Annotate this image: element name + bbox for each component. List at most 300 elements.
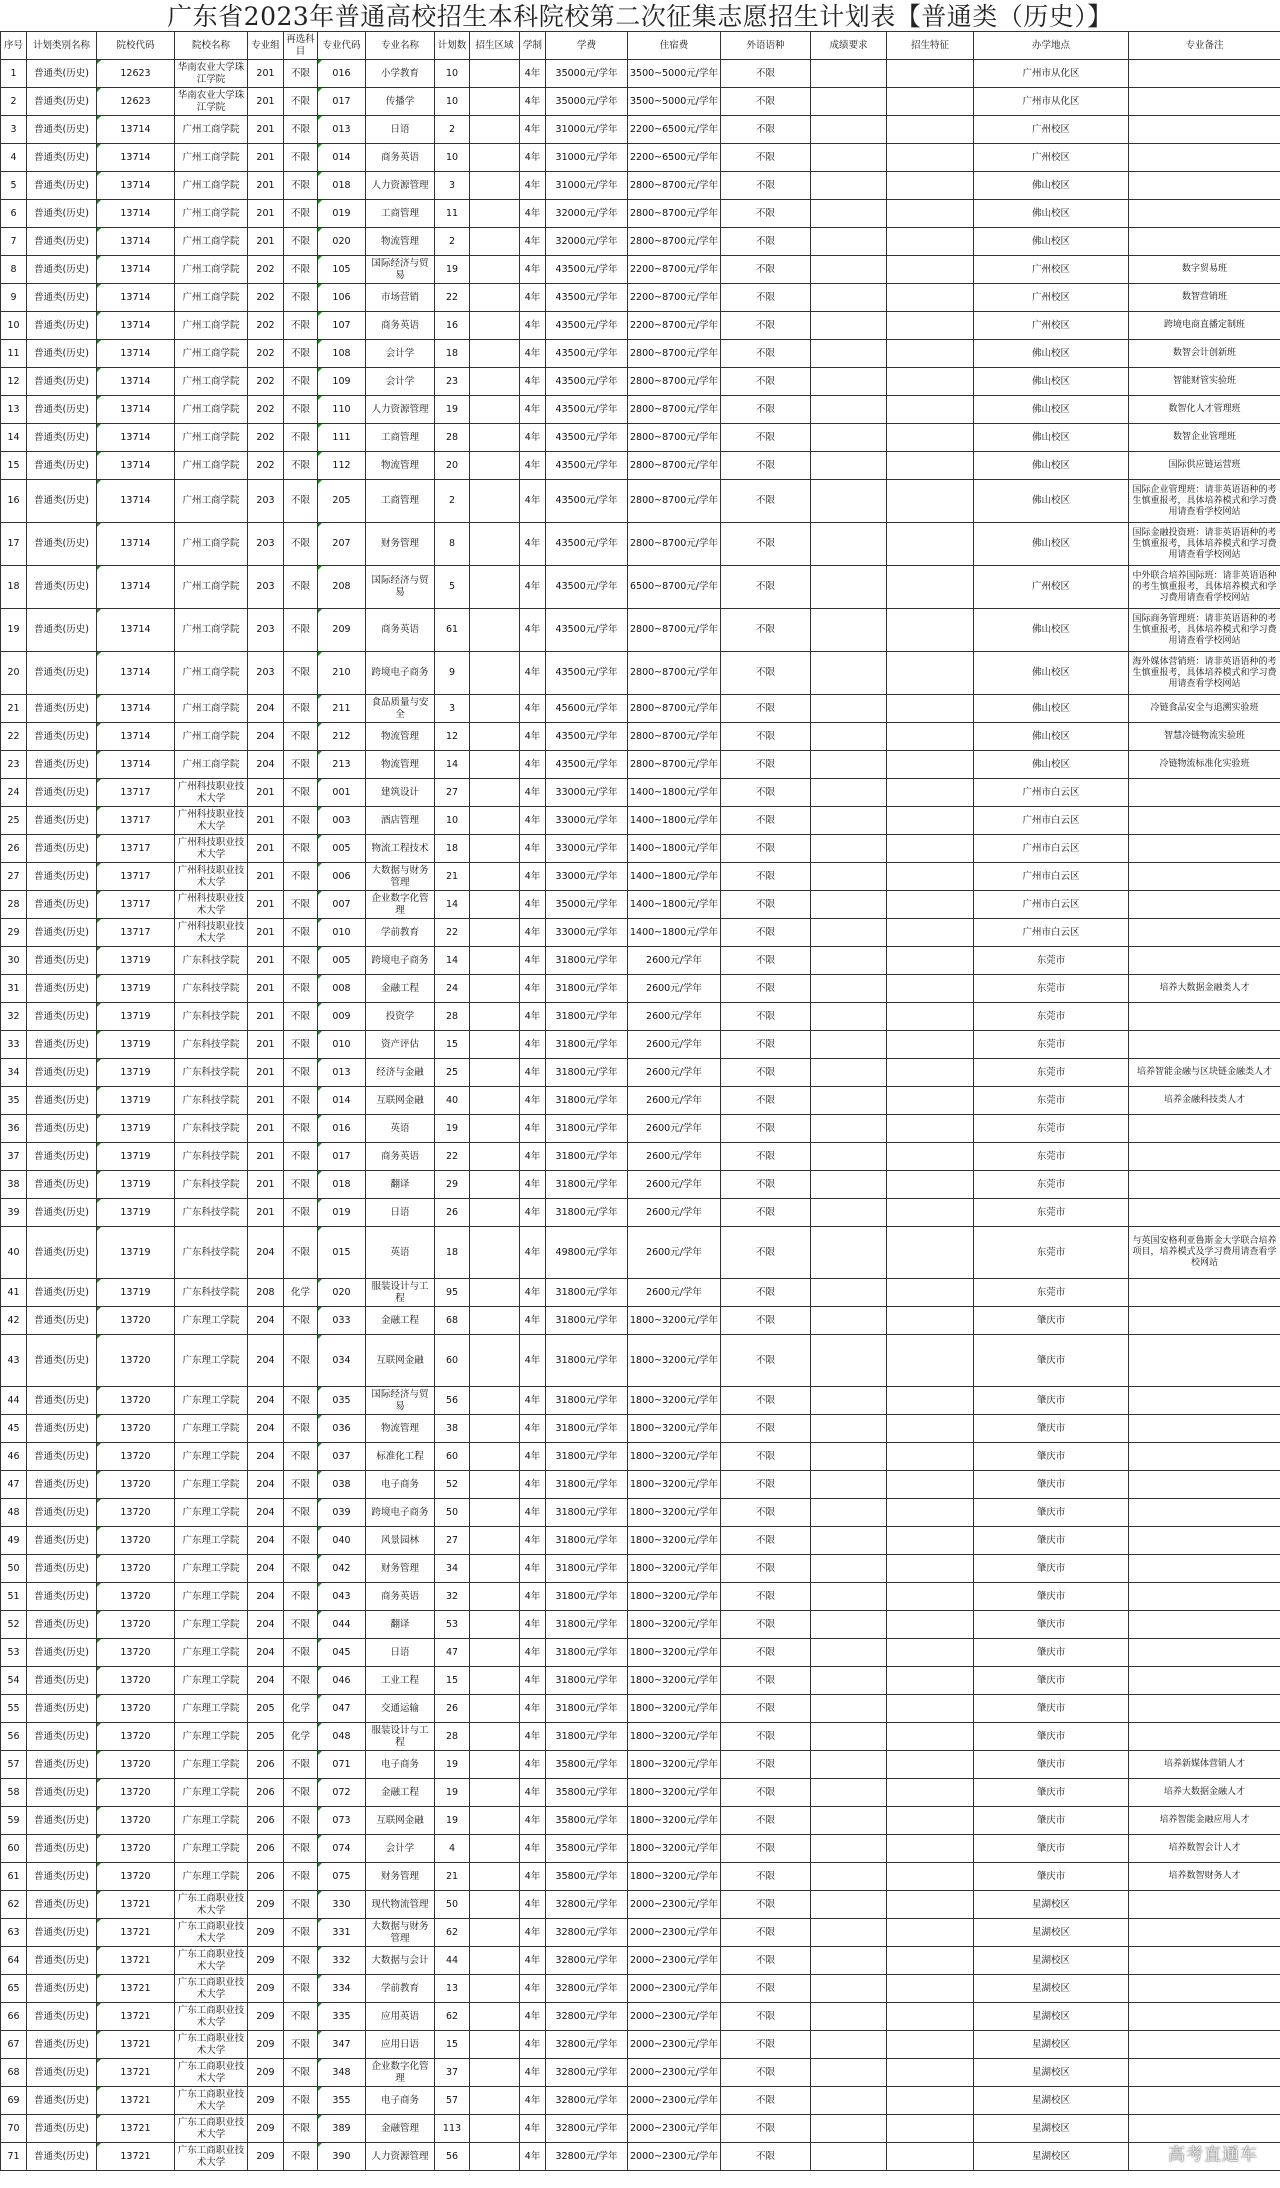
cell-score-requirement — [811, 480, 887, 523]
cell-school-code: 13714 — [97, 523, 175, 566]
cell-plan-category: 普通类(历史) — [27, 1387, 97, 1415]
cell-elective-subject: 不限 — [284, 1667, 318, 1695]
cell-enroll-region — [470, 1003, 520, 1031]
column-header-seq: 序号 — [1, 32, 27, 60]
cell-major-name: 国际经济与贸易 — [366, 256, 435, 284]
cell-major-group: 209 — [248, 1891, 284, 1919]
cell-school-name: 广东科技学院 — [175, 1199, 248, 1227]
cell-major-note: 数智会计创新班 — [1129, 340, 1280, 368]
cell-campus-location: 肇庆市 — [974, 1555, 1129, 1583]
cell-major-group: 202 — [248, 312, 284, 340]
cell-school-name: 广东理工学院 — [175, 1639, 248, 1667]
cell-campus-location: 佛山校区 — [974, 340, 1129, 368]
cell-enroll-region — [470, 1947, 520, 1975]
cell-enroll-feature — [887, 200, 974, 228]
cell-enroll-region — [470, 1639, 520, 1667]
cell-foreign-language: 不限 — [721, 452, 811, 480]
cell-score-requirement — [811, 424, 887, 452]
cell-seq: 61 — [1, 1863, 27, 1891]
cell-plan-count: 15 — [435, 1031, 470, 1059]
cell-school-name: 广东科技学院 — [175, 1227, 248, 1279]
cell-duration: 4年 — [520, 1527, 546, 1555]
cell-school-name: 广东工商职业技术大学 — [175, 2143, 248, 2171]
cell-campus-location: 佛山校区 — [974, 523, 1129, 566]
cell-school-code: 13717 — [97, 779, 175, 807]
cell-school-name: 广东工商职业技术大学 — [175, 2031, 248, 2059]
cell-dorm-fee: 1800~3200元/学年 — [628, 1499, 721, 1527]
cell-major-name: 英语 — [366, 1115, 435, 1143]
cell-enroll-region — [470, 1527, 520, 1555]
cell-major-group: 201 — [248, 975, 284, 1003]
cell-school-name: 广州工商学院 — [175, 523, 248, 566]
cell-seq: 51 — [1, 1583, 27, 1611]
cell-foreign-language: 不限 — [721, 1611, 811, 1639]
cell-plan-category: 普通类(历史) — [27, 116, 97, 144]
cell-enroll-region — [470, 2143, 520, 2171]
table-row — [1, 1975, 1280, 2003]
cell-plan-category: 普通类(历史) — [27, 1695, 97, 1723]
cell-foreign-language: 不限 — [721, 60, 811, 88]
cell-seq: 55 — [1, 1695, 27, 1723]
cell-tuition: 43500元/学年 — [546, 312, 628, 340]
cell-tuition: 33000元/学年 — [546, 835, 628, 863]
cell-campus-location: 星湖校区 — [974, 1947, 1129, 1975]
cell-dorm-fee: 1800~3200元/学年 — [628, 1667, 721, 1695]
cell-campus-location: 佛山校区 — [974, 609, 1129, 652]
cell-foreign-language: 不限 — [721, 2087, 811, 2115]
cell-major-name: 工商管理 — [366, 480, 435, 523]
cell-score-requirement — [811, 1891, 887, 1919]
cell-tuition: 31800元/学年 — [546, 1667, 628, 1695]
cell-enroll-region — [470, 312, 520, 340]
cell-duration: 4年 — [520, 452, 546, 480]
cell-school-code: 13719 — [97, 1115, 175, 1143]
table-row — [1, 723, 1280, 751]
cell-major-group: 201 — [248, 891, 284, 919]
cell-school-name: 广州工商学院 — [175, 566, 248, 609]
cell-school-code: 13721 — [97, 2031, 175, 2059]
cell-school-name: 广东理工学院 — [175, 1471, 248, 1499]
column-header-major-group: 专业组 — [248, 32, 284, 60]
cell-elective-subject: 不限 — [284, 1307, 318, 1335]
cell-enroll-feature — [887, 1723, 974, 1751]
cell-score-requirement — [811, 523, 887, 566]
cell-elective-subject: 不限 — [284, 807, 318, 835]
cell-major-group: 204 — [248, 1583, 284, 1611]
table-row — [1, 1779, 1280, 1807]
cell-plan-count: 5 — [435, 566, 470, 609]
cell-dorm-fee: 2600元/学年 — [628, 1031, 721, 1059]
cell-duration: 4年 — [520, 1807, 546, 1835]
cell-elective-subject: 不限 — [284, 1443, 318, 1471]
cell-seq: 5 — [1, 172, 27, 200]
cell-plan-category: 普通类(历史) — [27, 891, 97, 919]
cell-enroll-region — [470, 1115, 520, 1143]
cell-enroll-feature — [887, 863, 974, 891]
cell-plan-category: 普通类(历史) — [27, 723, 97, 751]
table-row — [1, 1335, 1280, 1387]
cell-elective-subject: 不限 — [284, 1751, 318, 1779]
cell-plan-category: 普通类(历史) — [27, 2059, 97, 2087]
cell-score-requirement — [811, 779, 887, 807]
cell-seq: 66 — [1, 2003, 27, 2031]
cell-elective-subject: 不限 — [284, 891, 318, 919]
cell-seq: 28 — [1, 891, 27, 919]
cell-plan-count: 8 — [435, 523, 470, 566]
cell-major-code: 389 — [318, 2115, 366, 2143]
cell-major-note — [1129, 88, 1280, 116]
cell-major-code: 035 — [318, 1387, 366, 1415]
cell-dorm-fee: 1800~3200元/学年 — [628, 1779, 721, 1807]
cell-major-group: 201 — [248, 200, 284, 228]
cell-school-code: 13720 — [97, 1667, 175, 1695]
cell-campus-location: 肇庆市 — [974, 1779, 1129, 1807]
cell-enroll-region — [470, 340, 520, 368]
cell-foreign-language: 不限 — [721, 1003, 811, 1031]
cell-plan-count: 2 — [435, 480, 470, 523]
cell-elective-subject: 不限 — [284, 1471, 318, 1499]
cell-tuition: 33000元/学年 — [546, 779, 628, 807]
cell-enroll-feature — [887, 116, 974, 144]
cell-enroll-region — [470, 1807, 520, 1835]
cell-dorm-fee: 1800~3200元/学年 — [628, 1443, 721, 1471]
cell-major-group: 201 — [248, 1003, 284, 1031]
cell-dorm-fee: 2200~8700元/学年 — [628, 256, 721, 284]
cell-major-note: 培养数智财务人才 — [1129, 1863, 1280, 1891]
cell-enroll-feature — [887, 523, 974, 566]
cell-foreign-language: 不限 — [721, 1031, 811, 1059]
cell-foreign-language: 不限 — [721, 1307, 811, 1335]
cell-enroll-feature — [887, 975, 974, 1003]
cell-seq: 34 — [1, 1059, 27, 1087]
cell-campus-location: 佛山校区 — [974, 228, 1129, 256]
cell-school-code: 13717 — [97, 863, 175, 891]
cell-school-name: 广东科技学院 — [175, 1031, 248, 1059]
cell-seq: 16 — [1, 480, 27, 523]
cell-campus-location: 广州市白云区 — [974, 863, 1129, 891]
cell-foreign-language: 不限 — [721, 1335, 811, 1387]
cell-tuition: 32800元/学年 — [546, 2143, 628, 2171]
cell-plan-count: 14 — [435, 751, 470, 779]
cell-dorm-fee: 1400~1800元/学年 — [628, 779, 721, 807]
cell-plan-category: 普通类(历史) — [27, 566, 97, 609]
cell-tuition: 43500元/学年 — [546, 652, 628, 695]
cell-school-code: 13720 — [97, 1779, 175, 1807]
cell-score-requirement — [811, 200, 887, 228]
cell-major-note — [1129, 144, 1280, 172]
cell-major-group: 209 — [248, 2143, 284, 2171]
cell-duration: 4年 — [520, 1471, 546, 1499]
cell-score-requirement — [811, 1087, 887, 1115]
cell-plan-category: 普通类(历史) — [27, 368, 97, 396]
cell-major-name: 物流管理 — [366, 452, 435, 480]
cell-seq: 22 — [1, 723, 27, 751]
cell-plan-count: 21 — [435, 863, 470, 891]
cell-foreign-language: 不限 — [721, 144, 811, 172]
cell-major-name: 酒店管理 — [366, 807, 435, 835]
cell-foreign-language: 不限 — [721, 1807, 811, 1835]
cell-major-note: 国际金融投资班：请非英语语种的考生慎重报考，具体培养模式和学习费用请查看学校网站 — [1129, 523, 1280, 566]
cell-plan-count: 50 — [435, 1891, 470, 1919]
cell-enroll-region — [470, 1227, 520, 1279]
cell-school-name: 广州工商学院 — [175, 424, 248, 452]
cell-score-requirement — [811, 1415, 887, 1443]
cell-duration: 4年 — [520, 1199, 546, 1227]
cell-duration: 4年 — [520, 1171, 546, 1199]
cell-duration: 4年 — [520, 1443, 546, 1471]
cell-score-requirement — [811, 863, 887, 891]
cell-seq: 32 — [1, 1003, 27, 1031]
cell-seq: 12 — [1, 368, 27, 396]
cell-school-name: 广州科技职业技术大学 — [175, 891, 248, 919]
column-header-major-name: 专业名称 — [366, 32, 435, 60]
cell-tuition: 31000元/学年 — [546, 144, 628, 172]
cell-major-group: 206 — [248, 1779, 284, 1807]
cell-elective-subject: 不限 — [284, 566, 318, 609]
table-row — [1, 2143, 1280, 2171]
cell-major-group: 201 — [248, 116, 284, 144]
table-row — [1, 1723, 1280, 1751]
cell-school-name: 广州工商学院 — [175, 340, 248, 368]
cell-school-code: 13719 — [97, 1031, 175, 1059]
cell-plan-count: 19 — [435, 1751, 470, 1779]
cell-foreign-language: 不限 — [721, 695, 811, 723]
cell-tuition: 43500元/学年 — [546, 256, 628, 284]
cell-plan-count: 56 — [435, 2143, 470, 2171]
cell-major-name: 国际经济与贸易 — [366, 566, 435, 609]
cell-plan-count: 15 — [435, 2031, 470, 2059]
cell-enroll-region — [470, 1387, 520, 1415]
cell-major-code: 001 — [318, 779, 366, 807]
cell-school-code: 13721 — [97, 2087, 175, 2115]
cell-elective-subject: 不限 — [284, 424, 318, 452]
cell-enroll-feature — [887, 1779, 974, 1807]
cell-major-code: 005 — [318, 835, 366, 863]
cell-plan-category: 普通类(历史) — [27, 919, 97, 947]
cell-major-name: 物流工程技术 — [366, 835, 435, 863]
cell-tuition: 31800元/学年 — [546, 1115, 628, 1143]
cell-enroll-region — [470, 1443, 520, 1471]
cell-enroll-region — [470, 1891, 520, 1919]
cell-seq: 41 — [1, 1279, 27, 1307]
cell-tuition: 31000元/学年 — [546, 172, 628, 200]
cell-foreign-language: 不限 — [721, 1723, 811, 1751]
cell-dorm-fee: 1800~3200元/学年 — [628, 1639, 721, 1667]
cell-plan-category: 普通类(历史) — [27, 396, 97, 424]
cell-major-group: 202 — [248, 284, 284, 312]
cell-foreign-language: 不限 — [721, 340, 811, 368]
cell-enroll-region — [470, 60, 520, 88]
cell-school-code: 13714 — [97, 312, 175, 340]
cell-plan-count: 26 — [435, 1695, 470, 1723]
cell-tuition: 33000元/学年 — [546, 807, 628, 835]
cell-major-group: 204 — [248, 1387, 284, 1415]
cell-major-code: 075 — [318, 1863, 366, 1891]
cell-major-name: 日语 — [366, 1639, 435, 1667]
cell-major-code: 017 — [318, 1143, 366, 1171]
table-row — [1, 144, 1280, 172]
cell-plan-count: 10 — [435, 88, 470, 116]
cell-seq: 11 — [1, 340, 27, 368]
cell-plan-count: 27 — [435, 1527, 470, 1555]
cell-major-code: 018 — [318, 1171, 366, 1199]
cell-enroll-feature — [887, 256, 974, 284]
cell-foreign-language: 不限 — [721, 919, 811, 947]
table-row — [1, 1919, 1280, 1947]
cell-school-name: 华南农业大学珠江学院 — [175, 88, 248, 116]
cell-seq: 53 — [1, 1639, 27, 1667]
cell-seq: 3 — [1, 116, 27, 144]
cell-duration: 4年 — [520, 891, 546, 919]
cell-enroll-region — [470, 1863, 520, 1891]
cell-dorm-fee: 2600元/学年 — [628, 1199, 721, 1227]
cell-school-name: 华南农业大学珠江学院 — [175, 60, 248, 88]
table-row — [1, 1639, 1280, 1667]
table-row — [1, 88, 1280, 116]
cell-enroll-feature — [887, 144, 974, 172]
cell-major-note: 国际企业管理班：请非英语语种的考生慎重报考，具体培养模式和学习费用请查看学校网站 — [1129, 480, 1280, 523]
cell-enroll-feature — [887, 1031, 974, 1059]
cell-seq: 67 — [1, 2031, 27, 2059]
cell-major-group: 206 — [248, 1835, 284, 1863]
cell-major-note: 培养智能金融应用人才 — [1129, 1807, 1280, 1835]
cell-enroll-feature — [887, 919, 974, 947]
cell-plan-count: 14 — [435, 891, 470, 919]
cell-plan-count: 44 — [435, 1947, 470, 1975]
column-header-major-code: 专业代码 — [318, 32, 366, 60]
cell-major-note: 冷链物流标准化实验班 — [1129, 751, 1280, 779]
cell-duration: 4年 — [520, 1667, 546, 1695]
cell-duration: 4年 — [520, 1415, 546, 1443]
cell-score-requirement — [811, 835, 887, 863]
cell-duration: 4年 — [520, 779, 546, 807]
cell-campus-location: 东莞市 — [974, 1003, 1129, 1031]
cell-elective-subject: 不限 — [284, 975, 318, 1003]
cell-dorm-fee: 2600元/学年 — [628, 1003, 721, 1031]
cell-enroll-feature — [887, 340, 974, 368]
cell-tuition: 43500元/学年 — [546, 723, 628, 751]
cell-school-code: 13714 — [97, 228, 175, 256]
cell-tuition: 31800元/学年 — [546, 1527, 628, 1555]
cell-school-code: 13719 — [97, 975, 175, 1003]
cell-major-code: 034 — [318, 1335, 366, 1387]
cell-plan-category: 普通类(历史) — [27, 1835, 97, 1863]
cell-foreign-language: 不限 — [721, 1891, 811, 1919]
cell-plan-count: 60 — [435, 1335, 470, 1387]
cell-foreign-language: 不限 — [721, 807, 811, 835]
cell-campus-location: 东莞市 — [974, 1031, 1129, 1059]
cell-major-code: 074 — [318, 1835, 366, 1863]
cell-foreign-language: 不限 — [721, 1779, 811, 1807]
cell-plan-count: 38 — [435, 1415, 470, 1443]
cell-school-code: 13714 — [97, 609, 175, 652]
cell-enroll-feature — [887, 2003, 974, 2031]
cell-school-code: 13714 — [97, 452, 175, 480]
cell-enroll-feature — [887, 1555, 974, 1583]
column-header-tuition: 学费 — [546, 32, 628, 60]
cell-major-code: 106 — [318, 284, 366, 312]
cell-major-code: 019 — [318, 1199, 366, 1227]
cell-major-note: 培养金融科技类人才 — [1129, 1087, 1280, 1115]
cell-major-name: 财务管理 — [366, 1555, 435, 1583]
cell-school-code: 13714 — [97, 144, 175, 172]
cell-dorm-fee: 2600元/学年 — [628, 1059, 721, 1087]
cell-duration: 4年 — [520, 1387, 546, 1415]
cell-enroll-region — [470, 1087, 520, 1115]
cell-school-code: 13719 — [97, 1279, 175, 1307]
cell-score-requirement — [811, 1751, 887, 1779]
table-row — [1, 1003, 1280, 1031]
cell-campus-location: 广州校区 — [974, 116, 1129, 144]
cell-plan-category: 普通类(历史) — [27, 1307, 97, 1335]
cell-enroll-feature — [887, 1003, 974, 1031]
cell-major-note — [1129, 2059, 1280, 2087]
cell-enroll-feature — [887, 2087, 974, 2115]
cell-elective-subject: 不限 — [284, 1583, 318, 1611]
cell-major-note — [1129, 779, 1280, 807]
cell-major-code: 347 — [318, 2031, 366, 2059]
cell-major-note: 冷链食品安全与追溯实验班 — [1129, 695, 1280, 723]
cell-major-group: 209 — [248, 2087, 284, 2115]
cell-enroll-feature — [887, 1527, 974, 1555]
cell-seq: 59 — [1, 1807, 27, 1835]
cell-major-name: 标准化工程 — [366, 1443, 435, 1471]
cell-enroll-feature — [887, 1387, 974, 1415]
cell-school-name: 广东理工学院 — [175, 1863, 248, 1891]
cell-campus-location: 星湖校区 — [974, 2059, 1129, 2087]
cell-school-code: 13719 — [97, 1059, 175, 1087]
cell-seq: 63 — [1, 1919, 27, 1947]
cell-major-note: 海外媒体营销班：请非英语语种的考生慎重报考，具体培养模式和学习费用请查看学校网站 — [1129, 652, 1280, 695]
cell-duration: 4年 — [520, 919, 546, 947]
cell-enroll-feature — [887, 723, 974, 751]
watermark: 高考直通车 — [1168, 2145, 1258, 2165]
cell-dorm-fee: 1400~1800元/学年 — [628, 835, 721, 863]
cell-major-group: 202 — [248, 256, 284, 284]
cell-enroll-region — [470, 1279, 520, 1307]
cell-major-code: 044 — [318, 1611, 366, 1639]
cell-enroll-feature — [887, 1667, 974, 1695]
cell-enroll-region — [470, 1667, 520, 1695]
cell-major-name: 商务英语 — [366, 144, 435, 172]
cell-seq: 33 — [1, 1031, 27, 1059]
cell-enroll-feature — [887, 1583, 974, 1611]
cell-tuition: 35000元/学年 — [546, 891, 628, 919]
cell-campus-location: 肇庆市 — [974, 1723, 1129, 1751]
cell-enroll-region — [470, 1307, 520, 1335]
cell-major-name: 电子商务 — [366, 1471, 435, 1499]
cell-dorm-fee: 2000~2300元/学年 — [628, 1975, 721, 2003]
cell-major-note — [1129, 1555, 1280, 1583]
cell-major-code: 112 — [318, 452, 366, 480]
cell-enroll-feature — [887, 2115, 974, 2143]
cell-major-group: 209 — [248, 1947, 284, 1975]
cell-duration: 4年 — [520, 228, 546, 256]
cell-dorm-fee: 2600元/学年 — [628, 1227, 721, 1279]
cell-tuition: 35000元/学年 — [546, 60, 628, 88]
cell-enroll-region — [470, 695, 520, 723]
cell-school-name: 广州科技职业技术大学 — [175, 807, 248, 835]
cell-plan-count: 62 — [435, 1919, 470, 1947]
cell-major-code: 039 — [318, 1499, 366, 1527]
cell-enroll-region — [470, 751, 520, 779]
cell-dorm-fee: 2600元/学年 — [628, 947, 721, 975]
cell-tuition: 31800元/学年 — [546, 1583, 628, 1611]
cell-foreign-language: 不限 — [721, 1115, 811, 1143]
cell-major-code: 108 — [318, 340, 366, 368]
cell-school-name: 广东科技学院 — [175, 947, 248, 975]
cell-major-note — [1129, 2003, 1280, 2031]
